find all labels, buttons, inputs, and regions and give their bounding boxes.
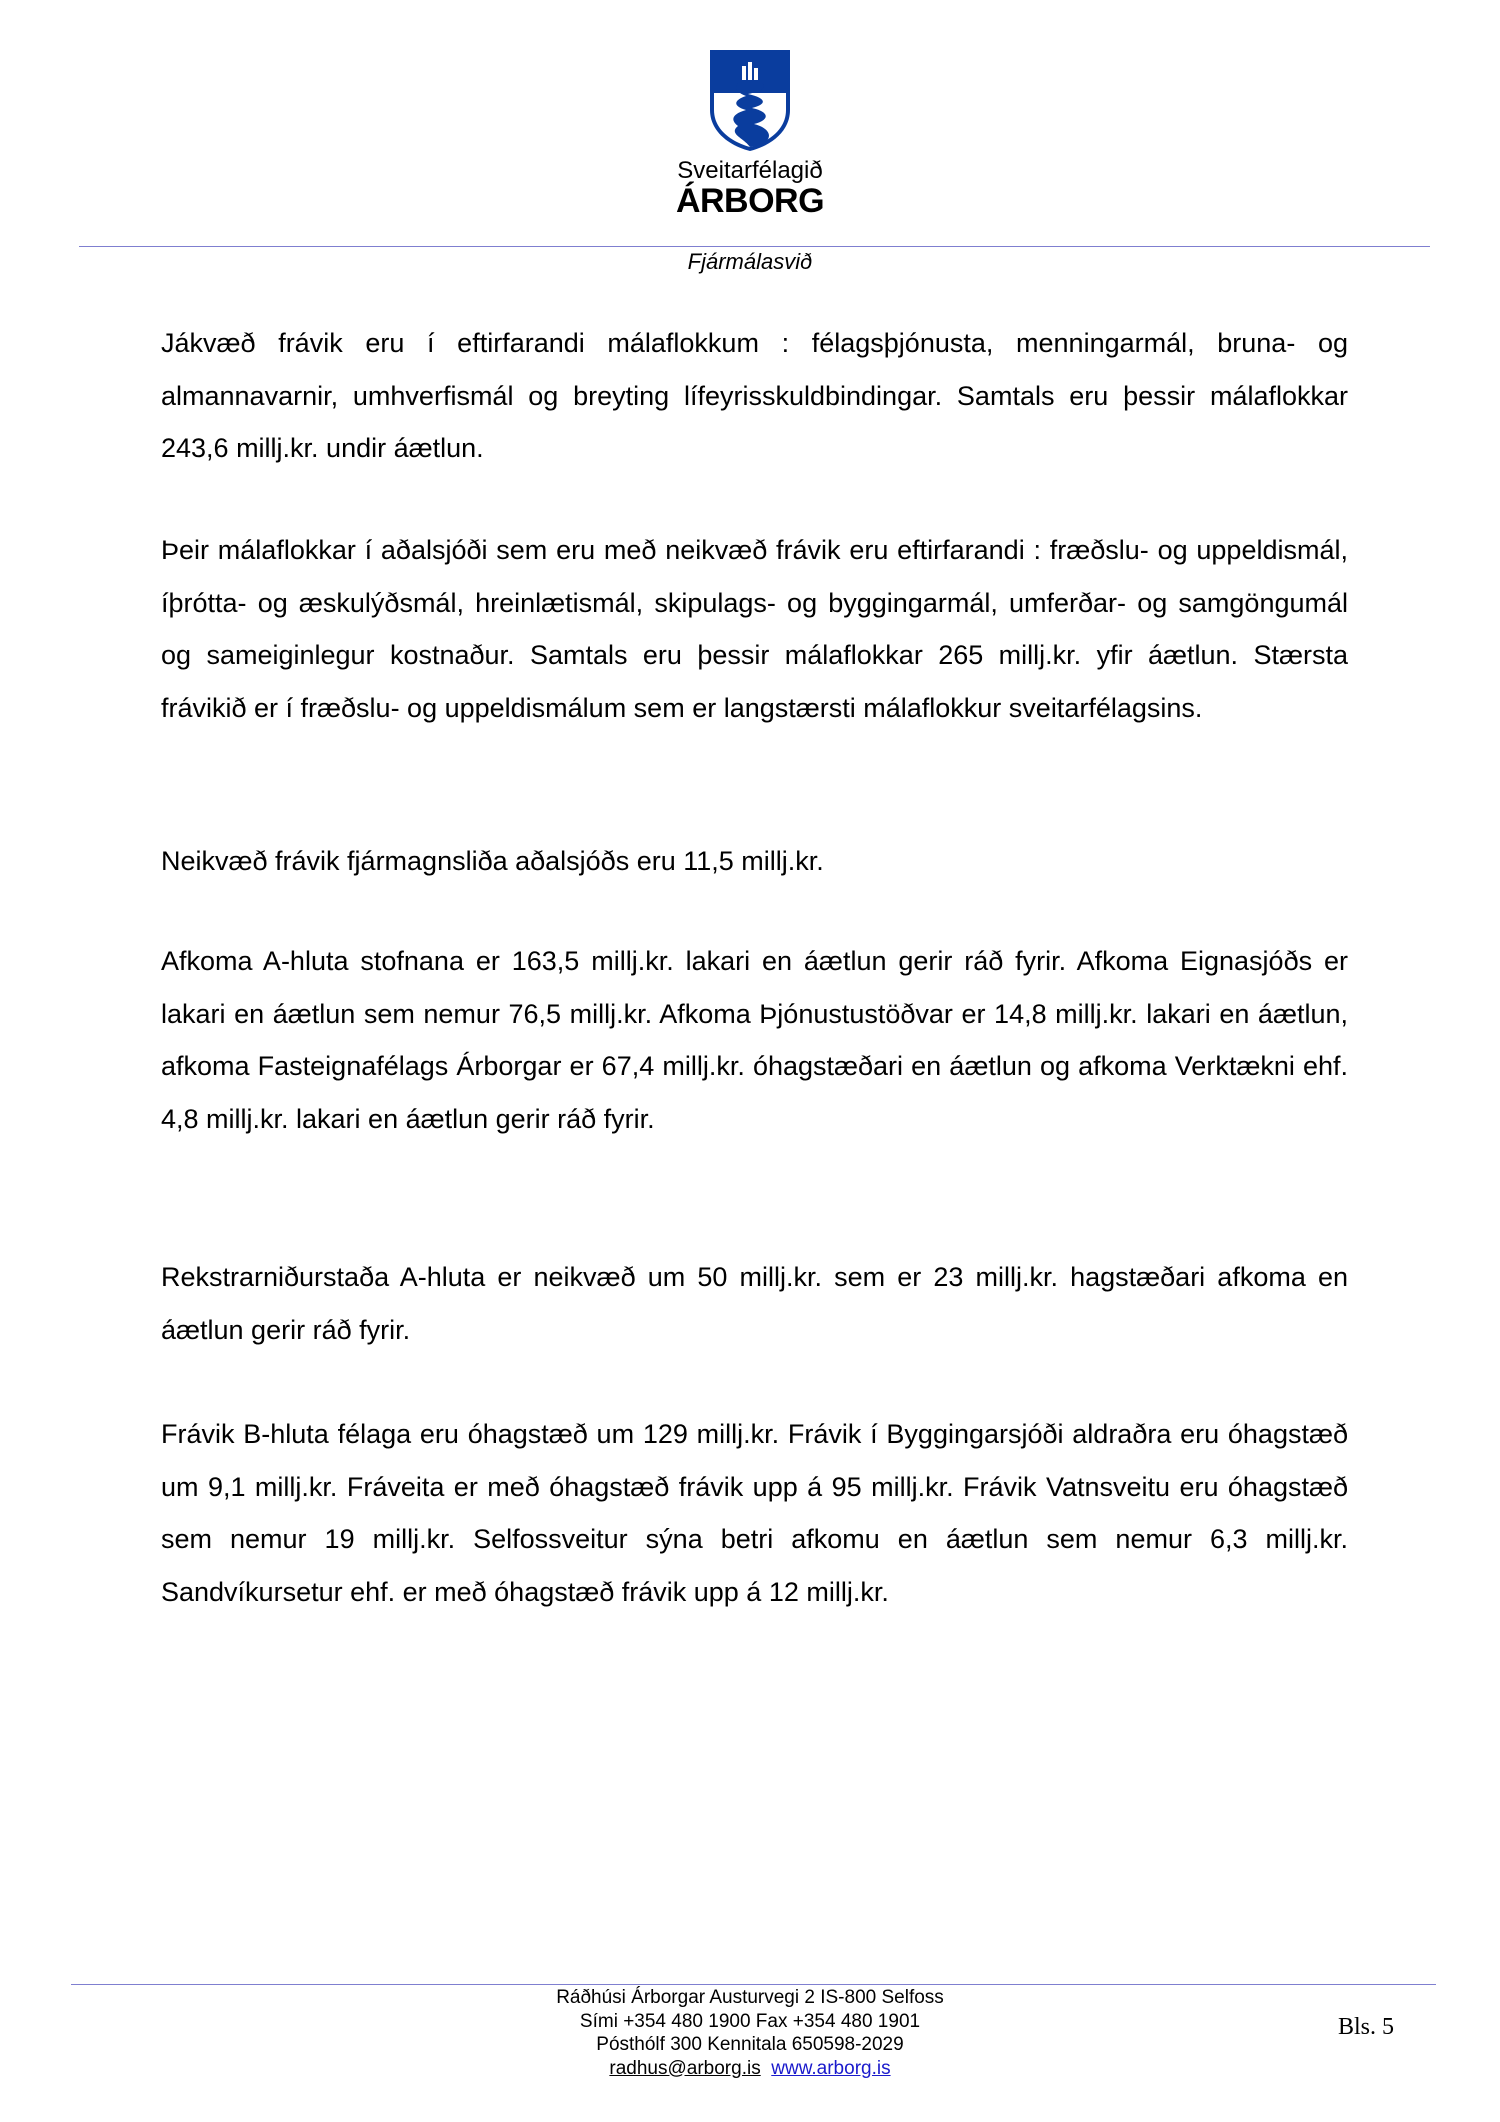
footer-email-link[interactable]: radhus@arborg.is <box>609 2057 761 2079</box>
body-paragraph: Þeir málaflokkar í aðalsjóði sem eru með neikvæð frávik eru eftirfarandi : fræðslu- og uppeldismál, íþrótta- og æskulýðsmál, hreinlætismál, skipulags- og byggingarmál, umferðar- og samgöngumál og sameiginlegur kostnaður. Samtals eru þessir málaflokkar 265 millj.kr. yfir áætlun. Stærsta frávikið er í fræðslu- og uppeldismálum sem er langstærsti málaflokkur sveitarfélagsins. <box>161 535 1348 723</box>
logo-line-2: ÁRBORG <box>675 182 825 220</box>
page-number: Bls. 5 <box>1338 2014 1395 2040</box>
footer <box>0 1986 1500 2080</box>
department-name: Fjármálasvið <box>687 249 813 274</box>
footer-address: Ráðhúsi Árborgar Austurvegi 2 IS-800 Selfoss <box>556 1987 944 2008</box>
header-divider <box>79 246 1430 247</box>
body-paragraph: Frávik B-hluta félaga eru óhagstæð um 129 millj.kr. Frávik í Byggingarsjóði aldraðra eru óhagstæð um 9,1 millj.kr. Fráveita er með óhagstæð frávik upp á 95 millj.kr. Frávik Vatnsveitu eru óhagstæð sem nemur 19 millj.kr. Selfossveitur sýna betri afkomu en áætlun sem nemur 6,3 millj.kr. Sandvíkursetur ehf. er með óhagstæð frávik upp á 12 millj.kr. <box>161 1419 1348 1607</box>
body-paragraph: Afkoma A-hluta stofnana er 163,5 millj.kr. lakari en áætlun gerir ráð fyrir. Afkoma Eignasjóðs er lakari en áætlun sem nemur 76,5 millj.kr. Afkoma Þjónustustöðvar er 14,8 millj.kr. lakari en áætlun, afkoma Fasteignafélags Árborgar er 67,4 millj.kr. óhagstæðari en áætlun og afkoma Verktækni ehf. 4,8 millj.kr. lakari en áætlun gerir ráð fyrir. <box>161 946 1348 1134</box>
body-paragraph: Neikvæð frávik fjármagnsliða aðalsjóðs eru 11,5 millj.kr. <box>161 846 824 876</box>
municipality-logo <box>690 48 810 152</box>
logo-line-1: Sveitarfélagið <box>677 157 823 184</box>
footer-divider <box>71 1984 1436 1985</box>
footer-website-link[interactable]: www.arborg.is <box>771 2057 891 2079</box>
body-paragraph: Rekstrarniðurstaða A-hluta er neikvæð um 50 millj.kr. sem er 23 millj.kr. hagstæðari afkoma en áætlun gerir ráð fyrir. <box>161 1262 1348 1345</box>
footer-postbox: Pósthólf 300 Kennitala 650598-2029 <box>596 2034 904 2055</box>
footer-phone: Sími +354 480 1900 Fax +354 480 1901 <box>579 2010 921 2032</box>
body-paragraph: Jákvæð frávik eru í eftirfarandi málaflokkum : félagsþjónusta, menningarmál, bruna- og almannavarnir, umhverfismál og breyting lífeyrisskuldbindingar. Samtals eru þessir málaflokkar 243,6 millj.kr. undir áætlun. <box>161 328 1348 463</box>
coat-of-arms-icon <box>708 48 792 152</box>
